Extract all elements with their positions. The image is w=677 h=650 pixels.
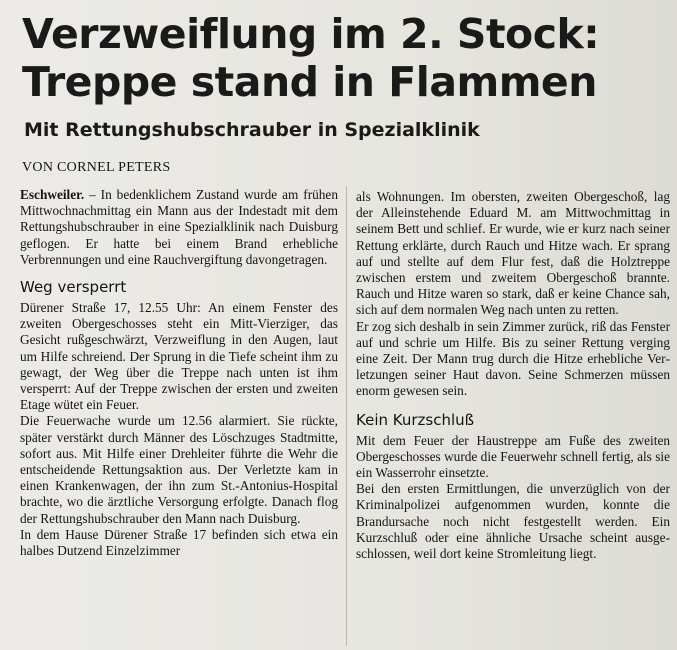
headline-line-2: Treppe stand in Flammen — [22, 58, 597, 106]
byline: VON CORNEL PETERS — [22, 160, 171, 175]
section-heading-weg-versperrt: Weg versperrt — [20, 278, 127, 297]
intro-paragraph — [20, 187, 338, 268]
body-paragraph: Er zog sich deshalb in sein Zimmer zurück, riß das Fenster auf und schrie um Hilfe. Bis zu seiner Rettung verging eine Zeit. Der Mann trug durch die Hitze erhebliche Verletzungen seiner Haut davon. Seine Schmerzen müssen enorm gewesen sein. — [356, 318, 670, 399]
body-paragraph: Mit dem Feuer der Haustreppe am Fuße des zweiten Obergeschosses wurde die Feuerwehr schnell fertig, als sie ein Wasserrohr einsetzte. — [356, 432, 670, 481]
article-column-right — [356, 189, 670, 562]
body-paragraph: Dürener Straße 17, 12.55 Uhr: An einem Fenster des zweiten Obergeschosses steht ein Mitt-Vierziger, das Gesicht rußgeschwärzt, Verzweiflung in den Augen, laut um Hilfe schreiend. Der Sprung in die Tiefe scheint ihm zu gewagt, der Weg über die Treppe nach unten ist ihm versperrt: Auf der Treppe zwischen der ersten und zweiten Etage wütet ein Feuer. — [20, 300, 338, 413]
article-column-left — [20, 187, 338, 559]
section-heading-kein-kurzschluss: Kein Kurzschluß — [356, 410, 475, 429]
headline-line-1: Verzweiflung im 2. Stock: — [22, 10, 600, 58]
headline — [22, 10, 662, 106]
intro-text: – In bedenklichem Zustand wurde am frühen Mittwochnachmittag ein Mann aus der Indestadt mit dem Rettungshubschrauber in eine Spezialklinik nach Duisburg geflogen. Er hatte bei einem Brand erhebliche Verbrennungen und eine Rauchvergiftung davongetragen. — [20, 187, 338, 267]
column-divider — [346, 186, 347, 646]
body-paragraph: In dem Hause Dürener Straße 17 befinden sich etwa ein halbes Dutzend Einzelzimmer — [20, 526, 338, 559]
body-paragraph: Die Feuerwache wurde um 12.56 alarmiert. Sie rückte, später verstärkt durch Männer des Löschzuges Stadtmitte, sofort aus. Mit Hilfe einer Drehleiter führte die Wehr die entscheidende Rettungsaktion aus. Der Verletzte kam in einen Krankenwagen, der ihn zum St.-Antonius-Hospital brachte, wo die ärztliche Versorgung erfolgte. Danach flog der Rettungshubschrauber den Mann nach Duisburg. — [20, 413, 338, 526]
dateline: Eschweiler. — [20, 187, 85, 202]
body-paragraph: als Wohnungen. Im obersten, zweiten Obergeschoß, lag der Alleinstehende Eduard M. am Mittwochmittag in seinem Bett und schlief. Er wurde, wie er kurz nach seiner Rettung erklärte, durch Rauch und Hitze wach. Er sprang auf und stellte auf dem Flur fest, daß die Holztreppe zwischen erstem und zweitem Obergeschoß brannte. Rauch und Hitze waren so stark, daß er keine Chance sah, sich auf dem normalen Weg nach unten zu retten. — [356, 189, 670, 318]
subheadline: Mit Rettungshubschrauber in Spezialklinik — [24, 119, 480, 141]
body-paragraph: Bei den ersten Ermittlungen, die unverzüglich von der Kriminalpolizei aufgenommen wurden, konnte die Brandursache noch nicht festgestellt werden. Ein Kurzschluß oder eine ähnliche Ursache scheint ausgeschlossen, weil dort keine Stromleitung liegt. — [356, 481, 670, 562]
